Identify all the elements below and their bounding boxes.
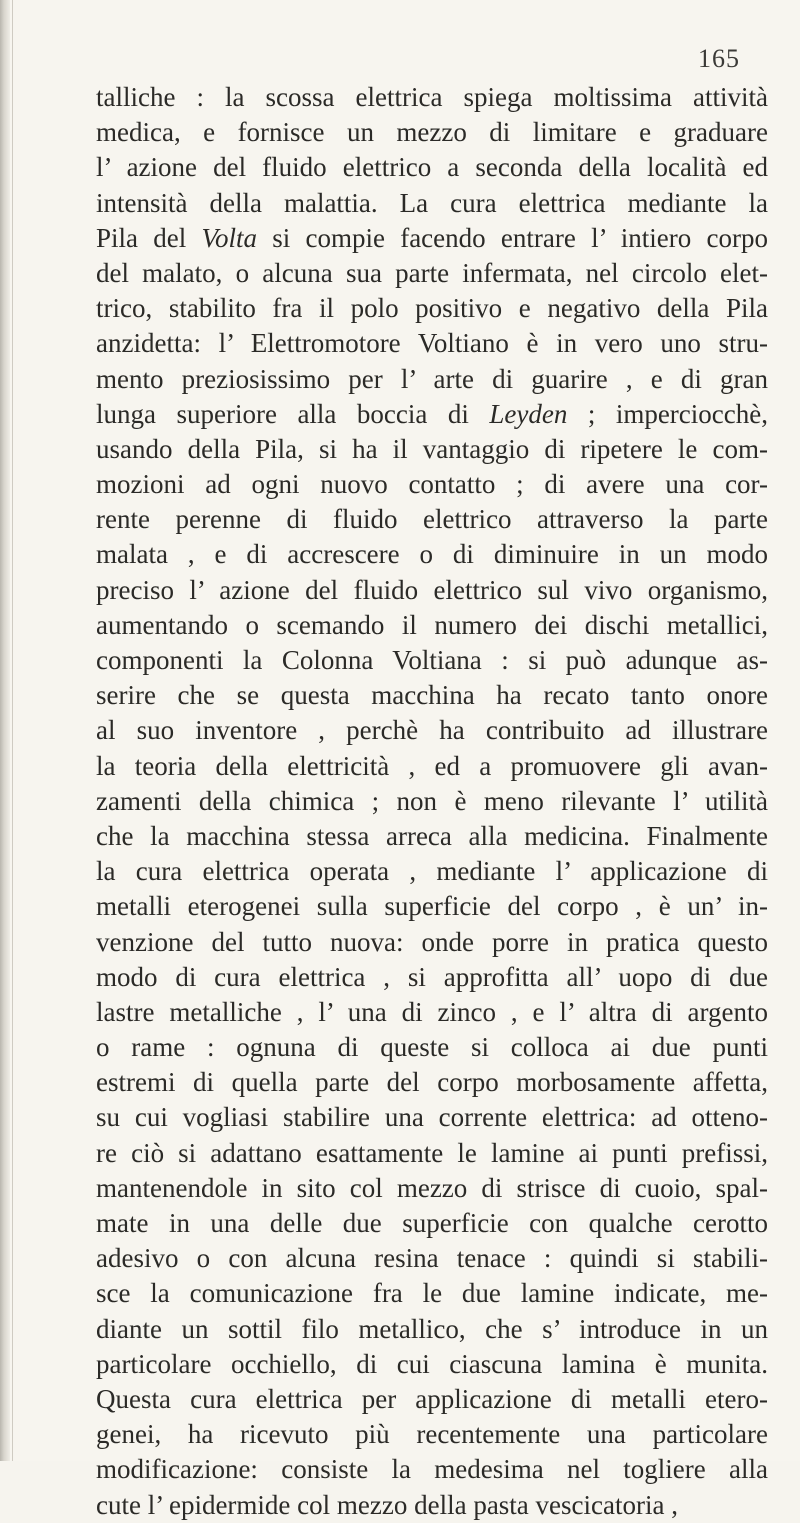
text-line	[96, 186, 768, 221]
text-line	[96, 150, 768, 185]
text-line	[96, 1382, 768, 1417]
text-line	[96, 326, 768, 361]
text-run: mate in una delle due superficie con qualche cerotto	[96, 1208, 768, 1238]
text-run: la teoria della elettricità , ed a promuovere gli avan-	[96, 750, 768, 781]
text-run: serire che se questa macchina ha recato tanto onore	[96, 680, 768, 711]
text-run: sce la comunicazione fra le due lamine indicate, me-	[96, 1278, 768, 1309]
text-line	[96, 713, 768, 748]
text-run: metalli eterogenei sulla superficie del corpo , è un’ in-	[96, 891, 768, 922]
text-line	[96, 502, 768, 537]
text-line	[96, 573, 768, 608]
italic-name: Leyden	[489, 398, 568, 429]
text-line	[96, 1206, 768, 1241]
body-text	[96, 80, 768, 1523]
italic-name: Volta	[201, 222, 257, 253]
page-edge-line	[12, 0, 13, 1461]
text-run: lastre metalliche , l’ una di zinco , e l’ altra di argento	[96, 996, 768, 1027]
text-line	[96, 537, 768, 572]
text-run: modificazione: consiste la medesima nel togliere alla	[96, 1454, 768, 1485]
text-line	[96, 221, 768, 256]
text-run: Questa cura elettrica per applicazione di metalli etero-	[96, 1383, 768, 1414]
text-line	[96, 889, 768, 924]
page-gutter-shadow	[0, 0, 10, 1461]
text-run: cute l’ epidermide col mezzo della pasta vescicatoria ,	[96, 1489, 678, 1520]
text-line	[96, 854, 768, 889]
text-run: malata , e di accrescere o di diminuire in un modo	[96, 539, 768, 570]
text-line	[96, 115, 768, 150]
text-line	[96, 608, 768, 643]
text-line	[96, 432, 768, 467]
text-run: intensità della malattia. La cura elettrica mediante la	[96, 187, 768, 218]
text-run: del malato, o alcuna sua parte infermata, nel circolo elet-	[96, 257, 768, 288]
text-run: genei, ha ricevuto più recentemente una particolare	[96, 1419, 768, 1450]
text-run: adesivo o con alcuna resina tenace : quindi si stabili-	[96, 1243, 768, 1274]
text-line	[96, 1452, 768, 1487]
text-run: che la macchina stessa arreca alla medicina. Finalmente	[96, 820, 768, 851]
text-line	[96, 1136, 768, 1171]
text-run: Pila del	[96, 222, 202, 253]
text-line	[96, 1312, 768, 1347]
text-line	[96, 467, 768, 502]
text-run: aumentando o scemando il numero dei dischi metallici,	[96, 609, 768, 640]
text-line	[96, 960, 768, 995]
text-run: venzione del tutto nuova: onde porre in pratica questo	[96, 926, 768, 957]
text-line	[96, 925, 768, 960]
text-line	[96, 819, 768, 854]
text-run: preciso l’ azione del fluido elettrico sul vivo organismo,	[96, 574, 768, 605]
text-run: zamenti della chimica ; non è meno rilevante l’ utilità	[96, 785, 768, 816]
text-line	[96, 1417, 768, 1452]
text-line	[96, 256, 768, 291]
text-run: l’ azione del fluido elettrico a seconda della località ed	[96, 152, 768, 183]
text-line	[96, 397, 768, 432]
text-line	[96, 1030, 768, 1065]
text-line	[96, 995, 768, 1030]
text-line	[96, 678, 768, 713]
text-run: la cura elettrica operata , mediante l’ applicazione di	[96, 856, 768, 887]
text-line	[96, 1347, 768, 1382]
text-run: mento preziosissimo per l’ arte di guarire , e di gran	[96, 363, 768, 394]
text-run: trico, stabilito fra il polo positivo e negativo della Pila	[96, 293, 768, 324]
text-run: al suo inventore , perchè ha contribuito ad illustrare	[96, 715, 768, 746]
text-run: su cui vogliasi stabilire una corrente elettrica: ad otteno-	[96, 1102, 768, 1133]
text-line	[96, 80, 768, 115]
text-run: lunga superiore alla boccia di	[96, 398, 490, 429]
text-run: ; imperciocchè,	[567, 398, 768, 429]
page-number: 165	[698, 44, 740, 73]
text-line	[96, 1241, 768, 1276]
text-line	[96, 643, 768, 678]
text-line	[96, 1276, 768, 1311]
text-run: usando della Pila, si ha il vantaggio di ripetere le com-	[96, 433, 768, 464]
text-line	[96, 1171, 768, 1206]
text-run: mantenendole in sito col mezzo di strisce di cuoio, spal-	[96, 1172, 768, 1203]
text-run: o rame : ognuna di queste si colloca ai due punti	[96, 1032, 768, 1063]
text-line	[96, 362, 768, 397]
text-run: mozioni ad ogni nuovo contatto ; di avere una cor-	[96, 469, 768, 500]
text-line	[96, 1100, 768, 1135]
text-run: medica, e fornisce un mezzo di limitare e graduare	[96, 117, 768, 148]
text-line	[96, 1488, 768, 1523]
text-run: rente perenne di fluido elettrico attraverso la parte	[96, 504, 768, 535]
text-line	[96, 291, 768, 326]
text-run: componenti la Colonna Voltiana : si può adunque as-	[96, 645, 768, 675]
text-run: modo di cura elettrica , si approfitta all’ uopo di due	[96, 961, 768, 992]
text-run: anzidetta: l’ Elettromotore Voltiano è in vero uno stru-	[96, 328, 768, 359]
text-line	[96, 784, 768, 819]
text-line	[96, 1065, 768, 1100]
text-run: particolare occhiello, di cui ciascuna lamina è munita.	[96, 1348, 768, 1379]
text-run: si compie facendo entrare l’ intiero corpo	[257, 222, 768, 253]
text-run: re ciò si adattano esattamente le lamine ai punti prefissi,	[96, 1137, 768, 1168]
text-line	[96, 749, 768, 784]
text-run: diante un sottil filo metallico, che s’ introduce in un	[96, 1313, 768, 1344]
text-run: talliche : la scossa elettrica spiega moltissima attività	[96, 82, 768, 112]
text-run: estremi di quella parte del corpo morbosamente affetta,	[96, 1067, 768, 1098]
